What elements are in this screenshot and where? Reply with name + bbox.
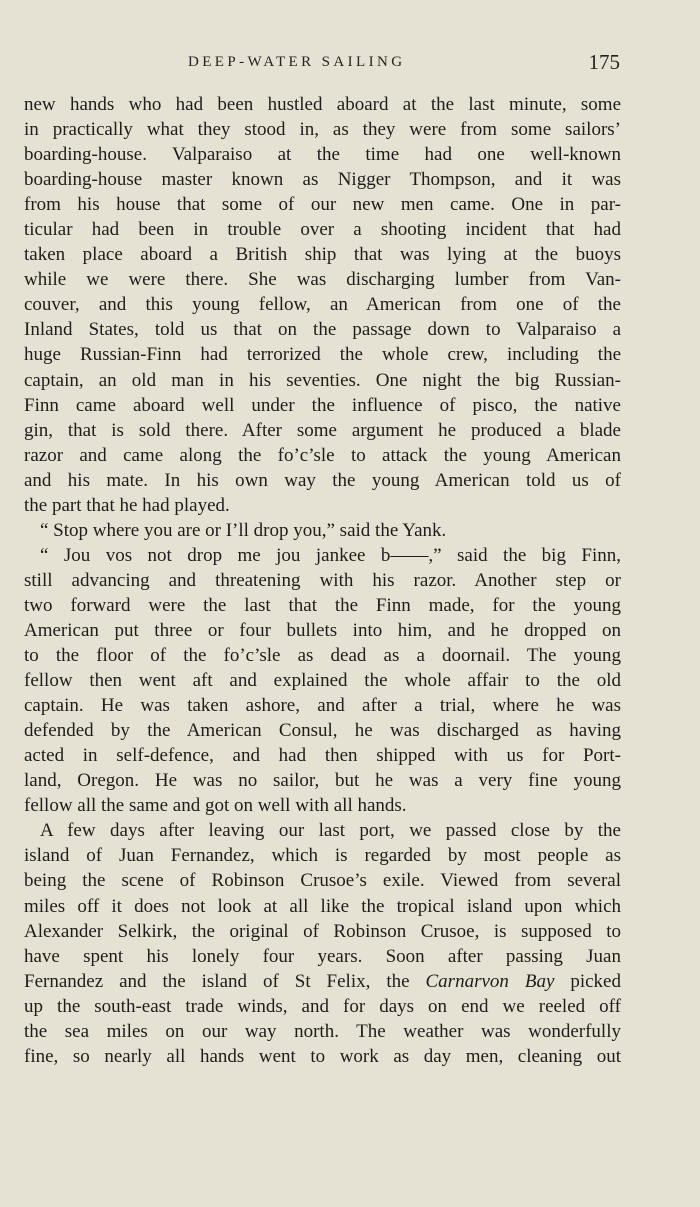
text-line: acted in self-defence, and had then shipped with us for Port-: [24, 745, 621, 767]
text-line: American put three or four bullets into him, and he dropped on: [24, 619, 621, 641]
body-text: [24, 92, 621, 1069]
text-line: have spent his lonely four years. Soon after passing Juan: [24, 945, 621, 967]
text-line: land, Oregon. He was no sailor, but he was a very fine young: [24, 770, 621, 792]
text-line: captain. He was taken ashore, and after a trial, where he was: [24, 695, 621, 717]
text-line: captain, an old man in his seventies. One night the big Russian-: [24, 369, 621, 391]
text-line: [24, 969, 621, 994]
text-line: couver, and this young fellow, an American from one of the: [24, 294, 621, 316]
text-line: still advancing and threatening with his razor. Another step or: [24, 569, 621, 591]
text-line: Finn came aboard well under the influence of pisco, the native: [24, 394, 621, 416]
text-line: two forward were the last that the Finn made, for the young: [24, 594, 621, 616]
text-line: fine, so nearly all hands went to work as day men, cleaning out: [24, 1045, 621, 1067]
text-line: in practically what they stood in, as they were from some sailors’: [24, 119, 621, 141]
text-line: boarding-house. Valparaiso at the time had one well-known: [24, 144, 621, 166]
text-line: fellow then went aft and explained the whole affair to the old: [24, 670, 621, 692]
text-line: razor and came along the fo’c’sle to attack the young American: [24, 444, 621, 466]
text-line: to the floor of the fo’c’sle as dead as a doornail. The young: [24, 645, 621, 667]
text-line: Inland States, told us that on the passage down to Valparaiso a: [24, 319, 621, 341]
text-line: while we were there. She was discharging lumber from Van-: [24, 269, 621, 291]
ship-name: Carnarvon Bay: [425, 970, 555, 992]
text-line: island of Juan Fernandez, which is regarded by most people as: [24, 845, 621, 867]
text-line: and his mate. In his own way the young American told us of: [24, 469, 621, 491]
text-line: huge Russian-Finn had terrorized the whole crew, including the: [24, 344, 621, 366]
text-line: boarding-house master known as Nigger Thompson, and it was: [24, 169, 621, 191]
text-line: ticular had been in trouble over a shooting incident that had: [24, 219, 621, 241]
text-line: from his house that some of our new men came. One in par-: [24, 194, 621, 216]
running-head: [24, 50, 620, 82]
text-line: gin, that is sold there. After some argument he produced a blade: [24, 419, 621, 441]
text-segment: Fernandez and the island of St Felix, the: [24, 970, 426, 992]
text-line: miles off it does not look at all like the tropical island upon which: [24, 895, 621, 917]
text-line: Alexander Selkirk, the original of Robinson Crusoe, is supposed to: [24, 920, 621, 942]
text-line: fellow all the same and got on well with all hands.: [24, 795, 407, 817]
page-number: 175: [588, 50, 620, 74]
running-title: DEEP-WATER SAILING: [188, 54, 406, 70]
text-line: taken place aboard a British ship that was lying at the buoys: [24, 244, 621, 266]
text-line: new hands who had been hustled aboard at the last minute, some: [24, 94, 621, 115]
text-line: the part that he had played.: [24, 494, 230, 516]
text-line: “ Stop where you are or I’ll drop you,” said the Yank.: [40, 519, 447, 541]
text-line: the sea miles on our way north. The weather was wonderfully: [24, 1020, 621, 1042]
text-line: A few days after leaving our last port, we passed close by the: [40, 820, 621, 842]
text-segment: picked: [554, 970, 621, 992]
text-line: defended by the American Consul, he was discharged as having: [24, 720, 621, 742]
text-line: being the scene of Robinson Crusoe’s exile. Viewed from several: [24, 870, 621, 892]
text-line: up the south-east trade winds, and for days on end we reeled off: [24, 995, 621, 1017]
text-line: “ Jou vos not drop me jou jankee b——,” said the big Finn,: [40, 544, 621, 566]
